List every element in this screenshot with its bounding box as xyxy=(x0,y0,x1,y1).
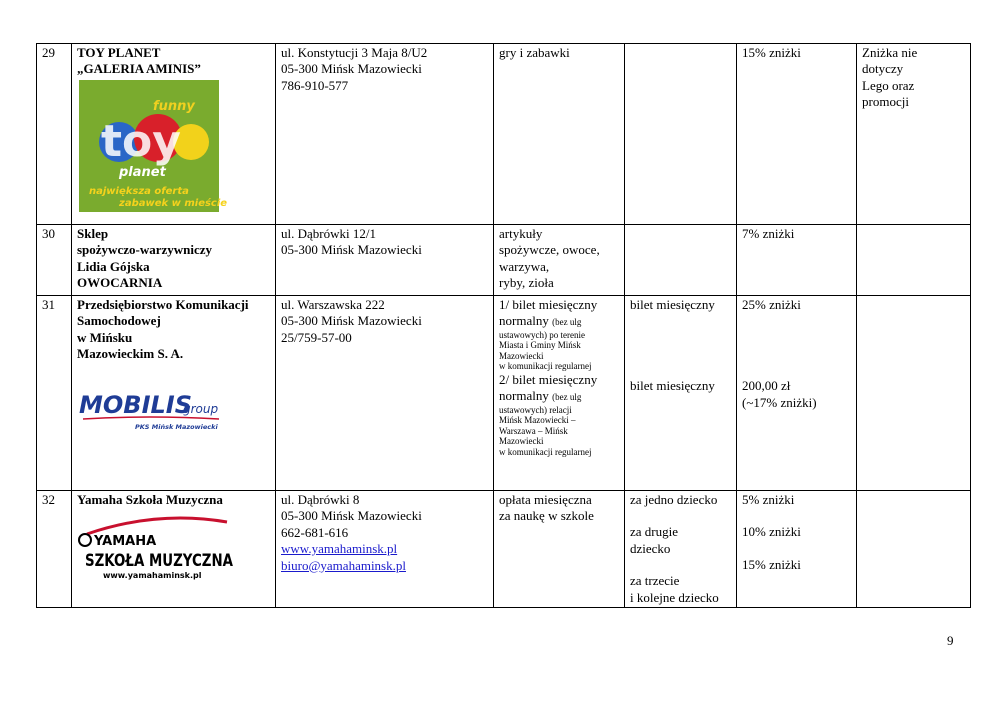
company-name: spożywczo-warzywniczy xyxy=(77,242,213,258)
row-number: 31 xyxy=(37,296,72,491)
company-name: Yamaha Szkoła Muzyczna xyxy=(77,492,223,507)
table-row xyxy=(37,44,971,225)
yamaha-logo xyxy=(77,512,237,582)
logo-text: www.yamahaminsk.pl xyxy=(103,571,202,581)
notes-cell xyxy=(857,44,971,225)
address-line: ul. Warszawska 222 xyxy=(281,297,385,312)
offer-text: normalny xyxy=(499,388,549,404)
address-line: 05-300 Mińsk Mazowiecki xyxy=(281,313,422,329)
discount-value: 7% zniżki xyxy=(742,226,795,241)
discount-cell xyxy=(737,296,857,491)
discount-value: 200,00 zł xyxy=(742,378,791,394)
logo-text: MOBILIS xyxy=(79,390,193,419)
ticket-type: za drugie xyxy=(630,524,679,540)
offer-text: artykuły xyxy=(499,226,543,241)
company-name: „GALERIA AMINIS” xyxy=(77,61,201,77)
ticket-cell xyxy=(625,491,737,608)
company-cell xyxy=(72,296,276,491)
email-link[interactable]: biuro@yamahaminsk.pl xyxy=(281,557,406,573)
ticket-type: za jedno dziecko xyxy=(630,492,718,507)
partners-table xyxy=(36,43,971,608)
company-name: TOY PLANET xyxy=(77,45,161,60)
offer-text: spożywcze, owoce, xyxy=(499,242,600,258)
company-name: Lidia Gójska xyxy=(77,258,150,274)
offer-note: Mazowiecki xyxy=(499,436,544,447)
logo-text: YAMAHA xyxy=(94,534,157,550)
logo-text: funny xyxy=(153,98,195,114)
offer-cell xyxy=(494,296,625,491)
offer-note: (bez ulg xyxy=(552,317,582,328)
logo-text: toy xyxy=(101,115,181,167)
discount-cell xyxy=(737,491,857,608)
phone: 786-910-577 xyxy=(281,77,349,93)
address-cell xyxy=(276,225,494,296)
company-name: w Mińsku xyxy=(77,329,133,345)
yamaha-emblem-icon xyxy=(79,534,91,546)
ticket-type: dziecko xyxy=(630,540,671,556)
offer-text: 1/ bilet miesięczny xyxy=(499,297,598,312)
offer-text: ryby, zioła xyxy=(499,275,554,291)
company-cell xyxy=(72,491,276,608)
ticket-type: i kolejne dziecko xyxy=(630,589,719,605)
address-cell xyxy=(276,296,494,491)
logo-text: PKS Mińsk Mazowiecki xyxy=(135,422,218,431)
offer-note: (bez ulg xyxy=(552,392,582,403)
ticket-cell xyxy=(625,225,737,296)
phone: 25/759-57-00 xyxy=(281,329,352,345)
offer-note: w komunikacji regularnej xyxy=(499,361,592,372)
note-text: Zniżka nie xyxy=(862,45,918,60)
company-cell xyxy=(72,44,276,225)
phone: 662-681-616 xyxy=(281,524,349,540)
toy-planet-logo xyxy=(79,80,228,212)
offer-note: w komunikacji regularnej xyxy=(499,446,592,457)
table-row xyxy=(37,296,971,491)
ticket-cell xyxy=(625,44,737,225)
logo-text: planet xyxy=(119,164,166,180)
discount-value: 15% zniżki xyxy=(742,556,801,572)
mobilis-logo xyxy=(79,385,229,435)
offer-cell xyxy=(494,44,625,225)
offer-text: opłata miesięczna xyxy=(499,492,592,507)
website-link[interactable]: www.yamahaminsk.pl xyxy=(281,541,398,557)
logo-text: group xyxy=(183,401,219,416)
offer-note: Warszawa – Mińsk xyxy=(499,425,568,436)
address-line: ul. Konstytucji 3 Maja 8/U2 xyxy=(281,45,428,60)
table-row xyxy=(37,491,971,608)
offer-text: za naukę w szkole xyxy=(499,508,594,524)
row-number: 30 xyxy=(37,225,72,296)
address-line: 05-300 Mińsk Mazowiecki xyxy=(281,61,422,77)
discount-value: 25% zniżki xyxy=(742,297,801,312)
notes-cell xyxy=(857,491,971,608)
note-text: Lego oraz xyxy=(862,77,915,93)
discount-value: 5% zniżki xyxy=(742,492,795,507)
address-line: 05-300 Mińsk Mazowiecki xyxy=(281,508,422,524)
note-text: promocji xyxy=(862,94,909,110)
company-cell xyxy=(72,225,276,296)
discount-value: 10% zniżki xyxy=(742,524,801,540)
address-cell xyxy=(276,44,494,225)
offer-text: gry i zabawki xyxy=(499,45,570,60)
offer-note: Miasta i Gminy Mińsk xyxy=(499,340,581,351)
ticket-type: za trzecie xyxy=(630,573,680,589)
offer-note: Mińsk Mazowiecki – xyxy=(499,415,576,426)
discount-cell xyxy=(737,225,857,296)
offer-cell xyxy=(494,491,625,608)
offer-text: normalny xyxy=(499,313,549,329)
address-line: 05-300 Mińsk Mazowiecki xyxy=(281,242,422,258)
ticket-type: bilet miesięczny xyxy=(630,378,715,394)
logo-text: największa oferta xyxy=(89,185,189,197)
offer-note: ustawowych) relacji xyxy=(499,404,572,415)
company-name: Przedsiębiorstwo Komunikacji xyxy=(77,297,249,312)
company-name: OWOCARNIA xyxy=(77,275,163,291)
table-row xyxy=(37,225,971,296)
row-number: 29 xyxy=(37,44,72,225)
address-line: ul. Dąbrówki 12/1 xyxy=(281,226,376,241)
company-name: Samochodowej xyxy=(77,313,161,329)
offer-note: Mazowiecki xyxy=(499,350,544,361)
offer-note: ustawowych) po terenie xyxy=(499,329,585,340)
offer-text: 2/ bilet miesięczny xyxy=(499,371,598,387)
discount-cell xyxy=(737,44,857,225)
logo-text: zabawek w mieście xyxy=(119,197,228,209)
discount-value: (~17% zniżki) xyxy=(742,394,817,410)
offer-cell xyxy=(494,225,625,296)
row-number: 32 xyxy=(37,491,72,608)
page-number: 9 xyxy=(947,633,954,648)
ticket-cell xyxy=(625,296,737,491)
discount-value: 15% zniżki xyxy=(742,45,801,60)
ticket-type: bilet miesięczny xyxy=(630,297,715,312)
notes-cell xyxy=(857,225,971,296)
offer-text: warzywa, xyxy=(499,258,550,274)
address-cell xyxy=(276,491,494,608)
company-name: Mazowieckim S. A. xyxy=(77,346,184,362)
address-line: ul. Dąbrówki 8 xyxy=(281,492,360,507)
company-name: Sklep xyxy=(77,226,109,241)
notes-cell xyxy=(857,296,971,491)
logo-text: SZKOŁA MUZYCZNA xyxy=(85,551,234,572)
note-text: dotyczy xyxy=(862,61,904,77)
